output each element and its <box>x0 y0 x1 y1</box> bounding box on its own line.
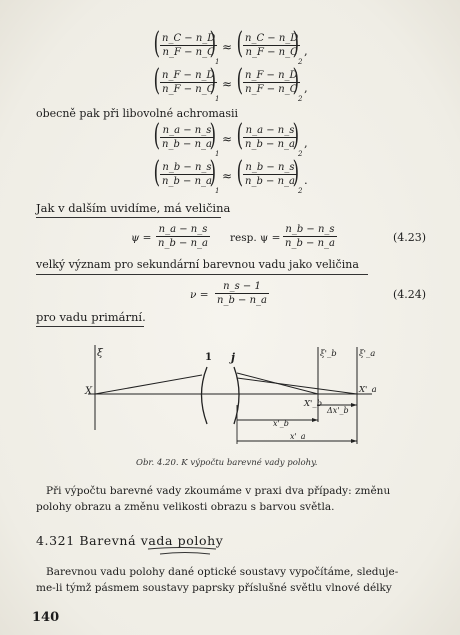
denominator: n_b − n_a <box>285 238 335 249</box>
subscript: 2 <box>298 150 303 158</box>
text-line: pro vadu primární. <box>36 310 146 324</box>
denominator: n_F − n_C <box>162 84 215 95</box>
paren: ) <box>209 26 217 61</box>
numerator: n_s − 1 <box>223 281 261 292</box>
figure-label-xb: x'_b <box>273 419 289 428</box>
math: ν = <box>190 289 209 301</box>
denominator: n_b − n_a <box>162 139 212 150</box>
paren: ( <box>236 63 244 98</box>
subscript: 1 <box>215 187 220 195</box>
denominator: n_F − n_C <box>245 47 298 58</box>
text-line: velký význam pro sekundární barevnou vadu jako veličina <box>36 258 359 271</box>
equation-number: (4.23) <box>393 231 427 244</box>
section-heading: 4.321 Barevná vada polohy <box>36 533 224 548</box>
numerator: n_a − n_s <box>158 224 208 235</box>
comma: , <box>304 81 308 95</box>
paren: ( <box>236 118 244 153</box>
figure-label-xi: ξ <box>97 347 103 359</box>
paren: ( <box>153 26 161 61</box>
figure-caption: Obr. 4.20. K výpočtu barevné vady polohy. <box>136 458 318 468</box>
numerator: n_F − n_D <box>162 70 215 81</box>
denominator: n_b − n_a <box>245 139 295 150</box>
approx-sign: ≈ <box>222 169 233 183</box>
numerator: n_C − n_D <box>245 33 299 44</box>
page-number: 140 <box>32 610 60 625</box>
paragraph-line: Při výpočtu barevné vady zkoumáme v praxi dva případy: změnu <box>46 485 391 497</box>
figure-label-Xa: X'_a <box>359 385 377 395</box>
figure-label-Xb: X'_b <box>304 399 323 409</box>
text-line: Jak v dalším uvidíme, má veličina <box>36 201 231 215</box>
paren: ( <box>153 63 161 98</box>
approx-sign: ≈ <box>222 40 233 54</box>
denominator: n_b − n_a <box>217 295 267 306</box>
denominator: n_F − n_C <box>245 84 298 95</box>
paren: ( <box>153 118 161 153</box>
numerator: n_b − n_s <box>162 162 212 173</box>
denominator: n_F − n_C <box>162 47 215 58</box>
paren: ( <box>153 155 161 190</box>
paren: ) <box>292 118 300 153</box>
paren: ) <box>209 118 217 153</box>
figure-label-dx: Δx'_b <box>327 406 349 415</box>
figure-label-xib: ξ'_b <box>320 349 337 359</box>
paren: ( <box>236 155 244 190</box>
numerator: n_b − n_s <box>245 162 295 173</box>
paragraph-line: Barevnou vadu polohy dané optické soustavy vypočítáme, sleduje- <box>46 566 399 578</box>
paragraph-line: polohy obrazu a změnu velikosti obrazu s barvou světla. <box>36 501 335 513</box>
figure-label-j: j <box>231 351 235 364</box>
subscript: 1 <box>215 95 220 103</box>
paren: ) <box>209 63 217 98</box>
equation-number: (4.24) <box>393 288 427 301</box>
paren: ( <box>236 26 244 61</box>
text-line: obecně pak při libovolné achromasii <box>36 107 239 120</box>
figure-label-1: 1 <box>205 352 212 363</box>
subscript: 2 <box>298 58 303 66</box>
subscript: 1 <box>215 150 220 158</box>
paragraph-line: me-li týmž pásmem soustavy paprsky příslušné světlu vlnové délky <box>36 582 392 594</box>
comma: , <box>304 136 308 150</box>
numerator: n_F − n_D <box>245 70 298 81</box>
denominator: n_b − n_a <box>158 238 208 249</box>
period: . <box>304 173 308 187</box>
math: resp. ψ = <box>230 232 281 244</box>
figure-label-xa: x'_a <box>290 432 306 441</box>
subscript: 2 <box>298 187 303 195</box>
figure-label-xia: ξ'_a <box>359 349 376 359</box>
approx-sign: ≈ <box>222 77 233 91</box>
comma: , <box>304 44 308 58</box>
figure-label-X: X <box>85 386 93 397</box>
math: ψ = <box>131 232 152 244</box>
numerator: n_C − n_D <box>162 33 216 44</box>
paren: ) <box>292 155 300 190</box>
numerator: n_a − n_s <box>245 125 295 136</box>
paren: ) <box>292 26 300 61</box>
paren: ) <box>209 155 217 190</box>
numerator: n_b − n_s <box>285 224 335 235</box>
numerator: n_a − n_s <box>162 125 212 136</box>
subscript: 2 <box>298 95 303 103</box>
paren: ) <box>292 63 300 98</box>
denominator: n_b − n_a <box>245 176 295 187</box>
approx-sign: ≈ <box>222 132 233 146</box>
subscript: 1 <box>215 58 220 66</box>
denominator: n_b − n_a <box>162 176 212 187</box>
